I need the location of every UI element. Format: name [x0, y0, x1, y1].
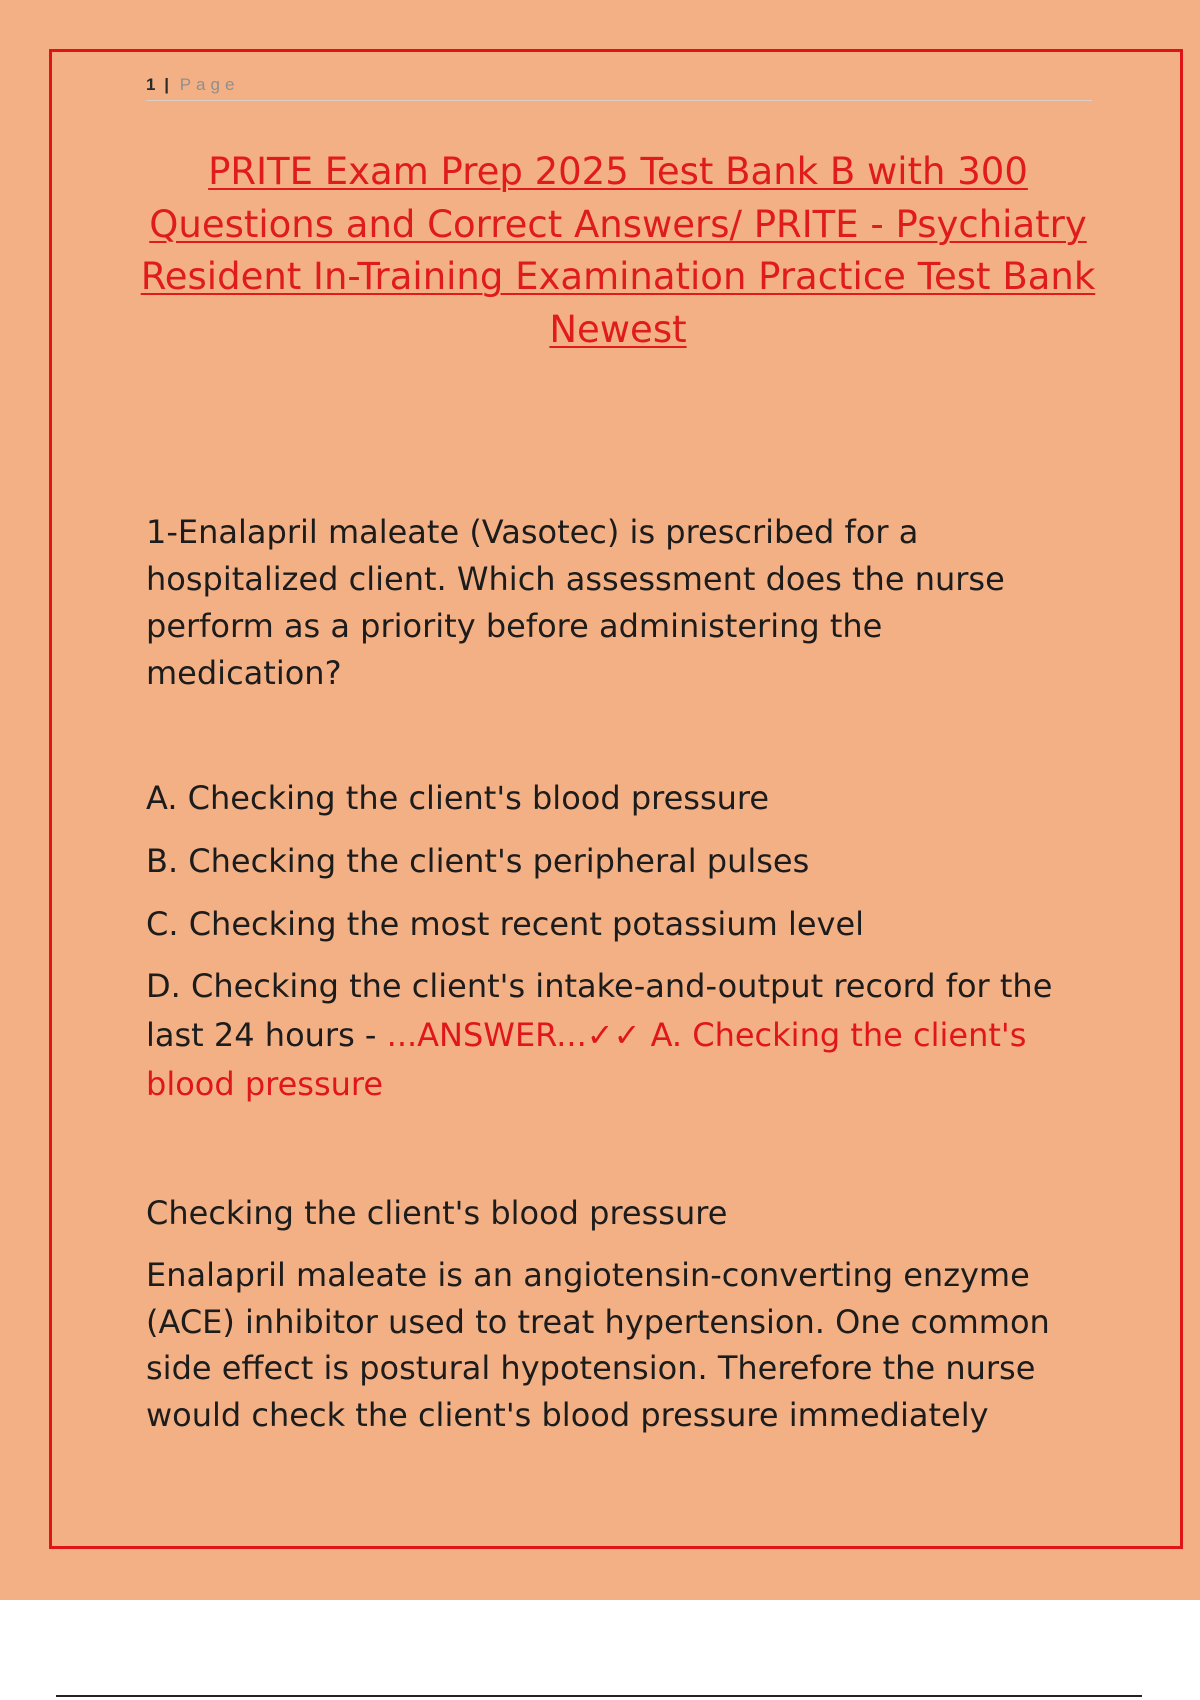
option-c: C. Checking the most recent potassium level	[146, 905, 865, 943]
answer-options-list	[146, 773, 1076, 1122]
page-separator: |	[164, 75, 169, 94]
page-number: 1	[146, 75, 158, 94]
rationale-heading: Checking the client's blood pressure	[146, 1194, 728, 1232]
page-header	[146, 72, 1092, 101]
option-d	[146, 962, 1076, 1109]
question-text: 1-Enalapril maleate (Vasotec) is prescribed for a hospitalized client. Which assessment does the nurse perform as a priority before administering the medication?	[146, 513, 1005, 692]
option-a: A. Checking the client's blood pressure	[146, 779, 770, 817]
option-b: B. Checking the client's peripheral pulses	[146, 842, 810, 880]
page-label: Page	[179, 75, 240, 94]
rationale-text: Enalapril maleate is an angiotensin-converting enzyme (ACE) inhibitor used to treat hypertension. One common side effect is postural hypotension. Therefore the nurse would check the client's blood pressure immediately	[146, 1256, 1050, 1434]
option-d-text: D. Checking the client's intake-and-output record for the last 24 hours -	[146, 967, 1053, 1054]
correct-answer: ...ANSWER...✓✓ A. Checking the client's blood pressure	[146, 1016, 1027, 1103]
document-title: PRITE Exam Prep 2025 Test Bank B with 300 Questions and Correct Answers/ PRITE - Psychiatry Resident In-Training Examination Practice Test Bank Newest	[140, 150, 1096, 351]
bottom-divider	[56, 1695, 1142, 1697]
